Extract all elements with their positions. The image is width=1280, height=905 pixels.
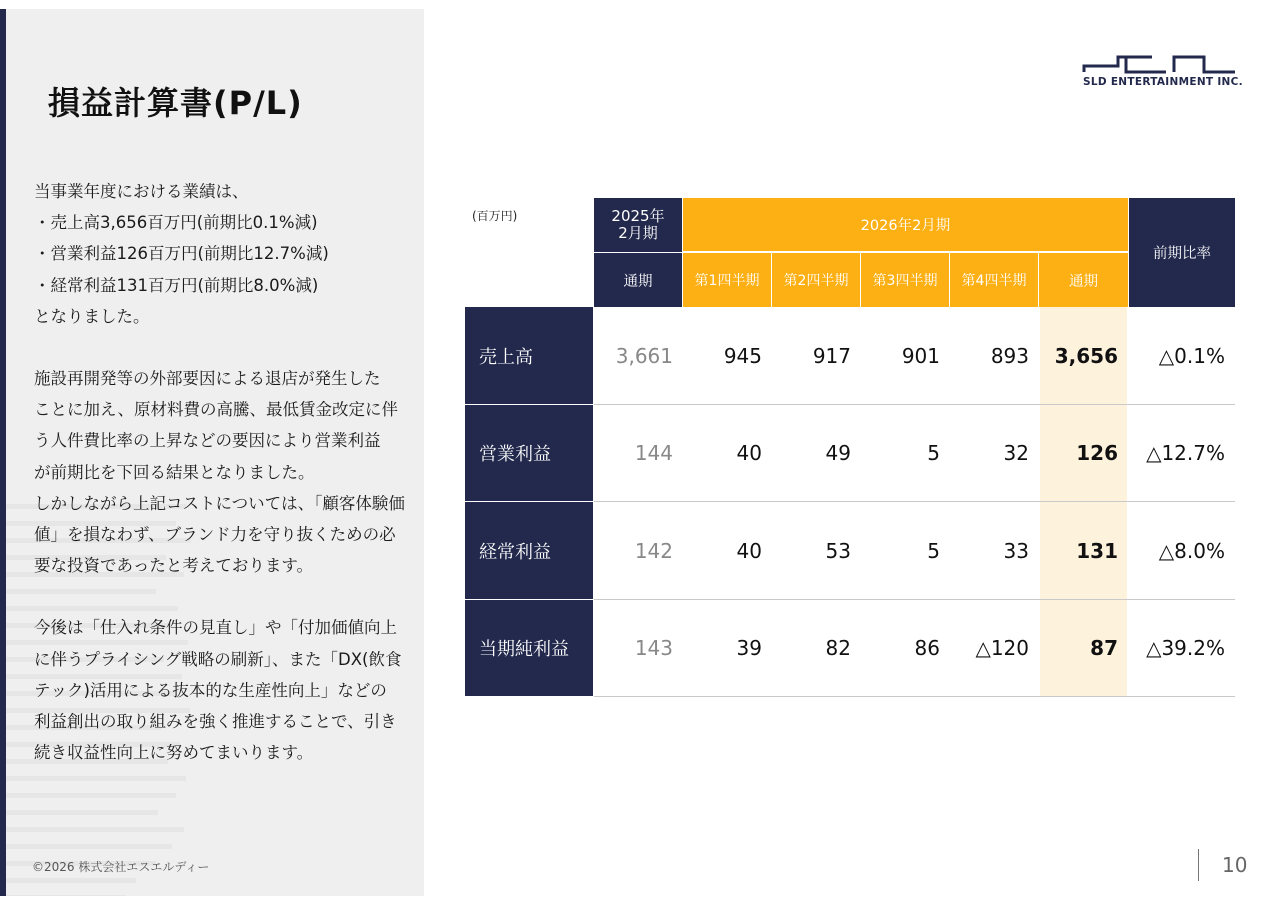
cell-q3: 901 [901,343,940,368]
row-label-operating-profit: 営業利益 [465,405,593,501]
header-q4: 第4四半期 [950,253,1039,307]
cell-full: 126 [1076,441,1118,465]
cell-q3: 5 [927,538,940,563]
cell-q4: 893 [990,343,1029,368]
cell-q1: 40 [736,441,762,465]
row-label-ordinary-profit: 経常利益 [465,502,593,599]
page-title: 損益計算書(P/L) [48,84,303,122]
cell-yoy: △12.7% [1146,441,1225,465]
company-logo [1080,50,1243,92]
outlook-paragraph: 今後は「仕入れ条件の見直し」や「付加価値向上 に伴うプライシング戦略の刷新」、また「DX(飲食 テック)活用による抜本的な生産性向上」などの 利益創出の取り組みを強く推進することで、引き 続き収益性向上に努めてまいります。 [34,618,402,763]
cell-full: 87 [1090,636,1118,660]
cell-q2: 53 [825,538,851,563]
row-label-net-income: 当期純利益 [465,600,593,696]
logo-text: SLD ENTERTAINMENT INC. [1083,76,1243,88]
header-current-year: 2026年2月期 [683,198,1128,252]
header-q3: 第3四半期 [861,253,950,307]
copyright: ©2026 株式会社エスエルディー [32,860,210,874]
cell-q1: 39 [736,636,762,660]
header-prev-year: 2025年 2月期 [594,198,683,253]
left-accent-bar [0,9,6,896]
cell-q2: 49 [825,441,851,465]
header-q1: 第1四半期 [683,253,772,307]
cell-q2: 82 [825,636,851,660]
analysis-paragraph: 施設再開発等の外部要因による退店が発生した ことに加え、原材料費の高騰、最低賃金改定に伴 う人件費比率の上昇などの要因により営業利益 が前期比を下回る結果となりました。 しかしながら上記コストについては、「顧客体験価 値」を損なわず、ブランド力を守り抜くための必 要な投資であったと考えております。 [34,369,405,576]
cell-yoy: △8.0% [1158,538,1225,563]
cell-yoy: △39.2% [1146,636,1225,660]
cell-q1: 40 [736,538,762,563]
cell-prev: 144 [634,441,673,465]
header-cur-full: 通期 [1039,253,1128,307]
sld-logo-icon [1080,50,1238,76]
cell-q4: △120 [975,636,1029,660]
cell-prev: 142 [634,538,673,563]
cell-q2: 917 [812,343,851,368]
cell-q1: 945 [723,343,762,368]
cell-full: 131 [1076,538,1118,563]
header-prev-full: 通期 [594,253,683,307]
cell-yoy: △0.1% [1158,343,1225,368]
row-label-sales: 売上高 [465,307,593,404]
unit-note: (百万円) [472,209,518,223]
body-text [34,176,414,768]
page-number: 10 [1222,853,1248,877]
header-q2: 第2四半期 [772,253,861,307]
cell-prev: 3,661 [615,343,673,368]
header-yoy: 前期比率 [1128,198,1235,307]
row-divider [594,696,1235,697]
cell-prev: 143 [634,636,673,660]
cell-q3: 86 [914,636,940,660]
cell-q4: 33 [1003,538,1029,563]
summary-paragraph: 当事業年度における業績は、 ・売上高3,656百万円(前期比0.1%減) ・営業利益126百万円(前期比12.7%減) ・経常利益131百万円(前期比8.0%減) となりました。 [34,182,329,326]
page-number-divider [1198,849,1199,881]
cell-full: 3,656 [1054,343,1118,368]
cell-q3: 5 [927,441,940,465]
cell-q4: 32 [1003,441,1029,465]
